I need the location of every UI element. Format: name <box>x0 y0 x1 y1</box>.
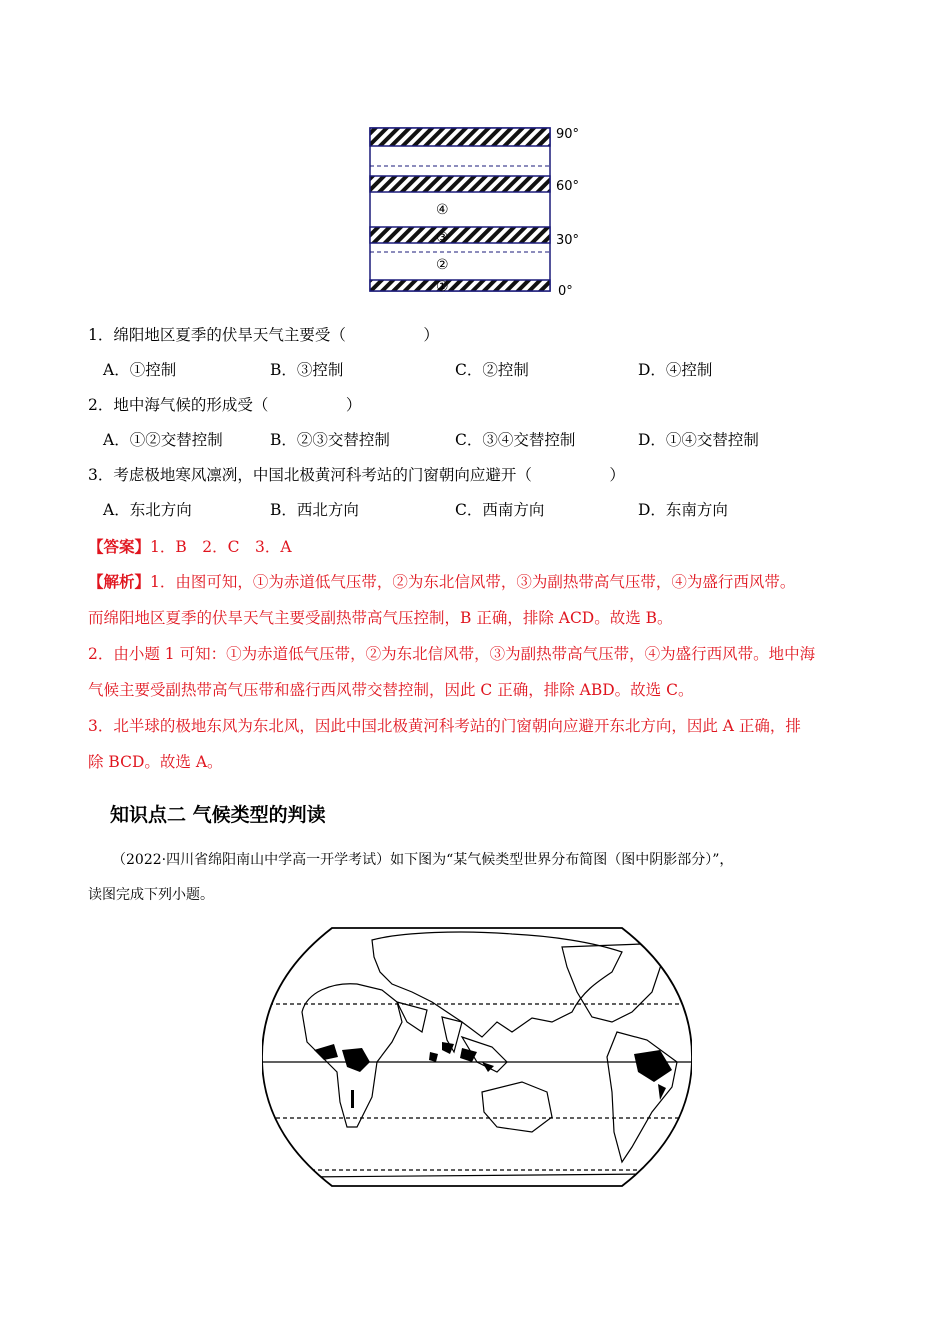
answer-label: 【答案】 <box>88 537 151 556</box>
pressure-belt-svg <box>360 118 600 303</box>
q1-option-c: C．②控制 <box>455 361 529 379</box>
answer-block <box>88 537 292 557</box>
analysis-line-5: 3．北半球的极地东风为东北风，因此中国北极黄河科考站的门窗朝向应避开东北方向，因此 A 正确，排 <box>88 717 801 735</box>
subpolar-low-band <box>370 176 550 192</box>
zone-2-marker: ② <box>436 257 449 273</box>
analysis-line-4: 气候主要受副热带高气压带和盛行西风带交替控制，因此 C 正确，排除 ABD。故选 C。 <box>88 681 694 699</box>
equatorial-low-band <box>370 280 550 291</box>
lat-0: 0° <box>558 284 573 299</box>
analysis-line-2: 而绵阳地区夏季的伏旱天气主要受副热带高气压控制，B 正确，排除 ACD。故选 B。 <box>88 609 673 627</box>
answer-text: 1．B 2．C 3．A <box>150 538 292 556</box>
analysis-line-1 <box>88 572 795 592</box>
analysis-label: 【解析】 <box>88 572 151 591</box>
q2-option-d: D．①④交替控制 <box>638 431 759 449</box>
q2-option-c: C．③④交替控制 <box>455 431 576 449</box>
q3-option-c: C．西南方向 <box>455 501 545 519</box>
q1-option-d: D．④控制 <box>638 361 713 379</box>
pressure-belt-diagram <box>360 118 600 303</box>
question-1-stem: 1．绵阳地区夏季的伏旱天气主要受（ ） <box>88 326 439 344</box>
lat-90: 90° <box>556 127 580 142</box>
zone-3-marker: ③ <box>436 230 449 246</box>
polar-high-band <box>370 128 550 146</box>
q3-option-a: A．东北方向 <box>103 501 192 519</box>
zone-4-marker: ④ <box>436 202 449 218</box>
lat-60: 60° <box>556 179 580 194</box>
q2-option-b: B．②③交替控制 <box>270 431 390 449</box>
q1-option-b: B．③控制 <box>270 361 344 379</box>
lat-30: 30° <box>556 233 580 248</box>
intro-line-1: （2022·四川省绵阳南山中学高一开学考试）如下图为“某气候类型世界分布简图（图中阴影部分）”， <box>112 852 734 868</box>
q2-option-a: A．①②交替控制 <box>103 431 223 449</box>
q3-option-b: B．西北方向 <box>270 501 359 519</box>
shaded-madagascar <box>351 1090 354 1108</box>
world-map-svg <box>262 922 692 1192</box>
zone-1-marker: ① <box>436 279 449 295</box>
analysis-text-1: 1．由图可知，①为赤道低气压带，②为东北信风带，③为副热带高气压带，④为盛行西风带。 <box>150 573 796 591</box>
intro-line-2: 读图完成下列小题。 <box>88 887 214 903</box>
section-heading: 知识点二 气候类型的判读 <box>110 804 326 826</box>
world-climate-map <box>262 922 692 1192</box>
analysis-line-3: 2．由小题 1 可知：①为赤道低气压带，②为东北信风带，③为副热带高气压带，④为盛行西风带。地中海 <box>88 645 816 663</box>
analysis-line-6: 除 BCD。故选 A。 <box>88 753 223 771</box>
subtropical-high-band <box>370 227 550 243</box>
q1-option-a: A．①控制 <box>103 361 177 379</box>
question-2-stem: 2．地中海气候的形成受（ ） <box>88 396 362 414</box>
question-3-stem: 3．考虑极地寒风凛冽，中国北极黄河科考站的门窗朝向应避开（ ） <box>88 466 625 484</box>
q3-option-d: D．东南方向 <box>638 501 728 519</box>
